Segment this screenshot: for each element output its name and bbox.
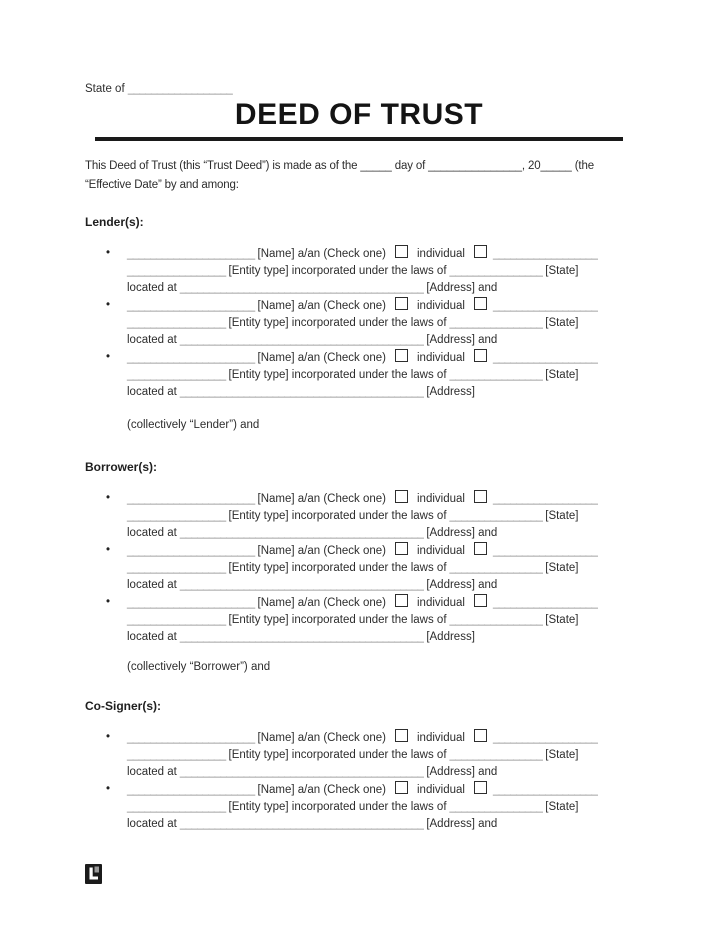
party-name-line	[127, 542, 633, 560]
borrower-party-item-2	[85, 542, 633, 594]
state-blank[interactable]: ________________	[449, 369, 543, 381]
entity-type-blank[interactable]: _________________	[127, 749, 226, 761]
party-name-blank[interactable]: ______________________	[127, 352, 255, 364]
cosigner-party-item-1	[85, 729, 633, 781]
address-blank[interactable]: __________________________________________	[179, 334, 424, 346]
party-name-line	[127, 297, 633, 315]
individual-checkbox[interactable]	[395, 349, 408, 362]
entity-checkbox[interactable]	[474, 490, 487, 503]
address-label: [Address] and	[426, 282, 498, 294]
entity-type-blank[interactable]: _________________	[127, 801, 226, 813]
bullet-marker: •	[106, 596, 111, 608]
bullet-marker: •	[106, 247, 111, 259]
entity-checkbox[interactable]	[474, 594, 487, 607]
address-label: [Address]	[426, 386, 475, 398]
legaltemplates-logo-icon	[85, 864, 102, 884]
party-name-blank[interactable]: ______________________	[127, 248, 255, 260]
name-check-one-label: [Name] a/an (Check one)	[257, 597, 386, 609]
bullet-marker: •	[106, 544, 111, 556]
entity-incorporated-label: [Entity type] incorporated under the laws of	[228, 749, 447, 761]
name-check-one-label: [Name] a/an (Check one)	[257, 545, 386, 557]
party-name-line	[127, 245, 633, 263]
individual-checkbox[interactable]	[395, 245, 408, 258]
state-label: [State]	[545, 614, 579, 626]
individual-label: individual	[417, 732, 465, 744]
party-name-line	[127, 490, 633, 508]
entity-name-blank[interactable]: __________________	[492, 248, 598, 260]
cosigner-section-heading: Co-Signer(s):	[85, 699, 161, 713]
state-label: [State]	[545, 749, 579, 761]
party-name-blank[interactable]: ______________________	[127, 732, 255, 744]
address-line	[127, 577, 633, 594]
address-label: [Address]	[426, 631, 475, 643]
state-of-blank[interactable]: __________________	[127, 83, 233, 95]
party-name-blank[interactable]: ______________________	[127, 300, 255, 312]
state-blank[interactable]: ________________	[449, 510, 543, 522]
entity-type-line	[127, 799, 633, 816]
entity-name-blank[interactable]: __________________	[492, 732, 598, 744]
state-label: [State]	[545, 317, 579, 329]
entity-incorporated-label: [Entity type] incorporated under the laws of	[228, 562, 447, 574]
individual-label: individual	[417, 352, 465, 364]
bullet-marker: •	[106, 351, 111, 363]
address-blank[interactable]: __________________________________________	[179, 282, 424, 294]
entity-name-blank[interactable]: __________________	[492, 597, 598, 609]
party-name-blank[interactable]: ______________________	[127, 784, 255, 796]
party-name-line	[127, 594, 633, 612]
entity-name-blank[interactable]: __________________	[492, 545, 598, 557]
individual-label: individual	[417, 493, 465, 505]
entity-type-line	[127, 315, 633, 332]
party-name-line	[127, 349, 633, 367]
address-label: [Address] and	[426, 334, 498, 346]
party-name-blank[interactable]: ______________________	[127, 597, 255, 609]
name-check-one-label: [Name] a/an (Check one)	[257, 300, 386, 312]
entity-type-blank[interactable]: _________________	[127, 369, 226, 381]
state-label: [State]	[545, 369, 579, 381]
address-line	[127, 280, 633, 297]
party-name-line	[127, 729, 633, 747]
document-content	[85, 0, 633, 833]
title-rule	[95, 137, 623, 141]
located-at-label: located at	[127, 334, 177, 346]
party-name-blank[interactable]: ______________________	[127, 545, 255, 557]
entity-checkbox[interactable]	[474, 245, 487, 258]
address-label: [Address] and	[426, 579, 498, 591]
state-label: [State]	[545, 801, 579, 813]
borrower-collective-label: (collectively “Borrower”) and	[127, 661, 271, 673]
address-line	[127, 332, 633, 349]
party-name-line	[127, 781, 633, 799]
name-check-one-label: [Name] a/an (Check one)	[257, 248, 386, 260]
borrower-list	[85, 490, 633, 646]
individual-checkbox[interactable]	[395, 781, 408, 794]
intro-line-1: This Deed of Trust (this “Trust Deed”) is made as of the _____ day of _______________, 20_____ (the	[85, 160, 594, 172]
individual-label: individual	[417, 597, 465, 609]
lender-party-item-3	[85, 349, 633, 401]
state-blank[interactable]: ________________	[449, 801, 543, 813]
address-line	[127, 816, 633, 833]
located-at-label: located at	[127, 766, 177, 778]
entity-name-blank[interactable]: __________________	[492, 784, 598, 796]
name-check-one-label: [Name] a/an (Check one)	[257, 493, 386, 505]
bullet-marker: •	[106, 492, 111, 504]
entity-type-blank[interactable]: _________________	[127, 614, 226, 626]
individual-checkbox[interactable]	[395, 729, 408, 742]
entity-type-blank[interactable]: _________________	[127, 562, 226, 574]
state-blank[interactable]: ________________	[449, 562, 543, 574]
individual-label: individual	[417, 784, 465, 796]
located-at-label: located at	[127, 631, 177, 643]
state-blank[interactable]: ________________	[449, 265, 543, 277]
entity-incorporated-label: [Entity type] incorporated under the laws of	[228, 265, 447, 277]
individual-checkbox[interactable]	[395, 542, 408, 555]
entity-type-blank[interactable]: _________________	[127, 317, 226, 329]
entity-type-blank[interactable]: _________________	[127, 510, 226, 522]
state-blank[interactable]: ________________	[449, 749, 543, 761]
individual-checkbox[interactable]	[395, 490, 408, 503]
entity-name-blank[interactable]: __________________	[492, 493, 598, 505]
entity-type-line	[127, 263, 633, 280]
entity-type-line	[127, 612, 633, 629]
borrower-section-heading: Borrower(s):	[85, 460, 158, 474]
located-at-label: located at	[127, 527, 177, 539]
entity-incorporated-label: [Entity type] incorporated under the laws of	[228, 317, 447, 329]
entity-checkbox[interactable]	[474, 297, 487, 310]
address-label: [Address] and	[426, 527, 498, 539]
address-line	[127, 764, 633, 781]
state-blank[interactable]: ________________	[449, 317, 543, 329]
individual-checkbox[interactable]	[395, 297, 408, 310]
entity-name-blank[interactable]: __________________	[492, 352, 598, 364]
state-blank[interactable]: ________________	[449, 614, 543, 626]
borrower-party-item-3	[85, 594, 633, 646]
entity-incorporated-label: [Entity type] incorporated under the laws of	[228, 614, 447, 626]
address-line	[127, 629, 633, 646]
address-blank[interactable]: __________________________________________	[179, 766, 424, 778]
entity-type-line	[127, 367, 633, 384]
intro-paragraph	[85, 157, 633, 195]
individual-label: individual	[417, 248, 465, 260]
address-blank[interactable]: __________________________________________	[179, 579, 424, 591]
state-label: [State]	[545, 510, 579, 522]
entity-incorporated-label: [Entity type] incorporated under the laws of	[228, 801, 447, 813]
document-title: DEED OF TRUST	[234, 98, 484, 131]
address-blank[interactable]: __________________________________________	[179, 527, 424, 539]
state-label: [State]	[545, 562, 579, 574]
lender-collective-label: (collectively “Lender”) and	[127, 419, 260, 431]
entity-incorporated-label: [Entity type] incorporated under the laws of	[228, 510, 447, 522]
individual-label: individual	[417, 545, 465, 557]
lender-list	[85, 245, 633, 401]
borrower-party-item-1	[85, 490, 633, 542]
address-blank[interactable]: __________________________________________	[179, 631, 424, 643]
lender-party-item-2	[85, 297, 633, 349]
entity-type-line	[127, 508, 633, 525]
cosigner-party-item-2	[85, 781, 633, 833]
address-line	[127, 525, 633, 542]
party-name-blank[interactable]: ______________________	[127, 493, 255, 505]
entity-type-line	[127, 747, 633, 764]
address-blank[interactable]: __________________________________________	[179, 386, 424, 398]
located-at-label: located at	[127, 282, 177, 294]
state-of-label: State of	[85, 83, 125, 95]
located-at-label: located at	[127, 386, 177, 398]
lender-section-heading: Lender(s):	[85, 215, 144, 229]
located-at-label: located at	[127, 818, 177, 830]
bullet-marker: •	[106, 783, 111, 795]
entity-name-blank[interactable]: __________________	[492, 300, 598, 312]
bullet-marker: •	[106, 731, 111, 743]
entity-type-line	[127, 560, 633, 577]
entity-checkbox[interactable]	[474, 542, 487, 555]
state-label: [State]	[545, 265, 579, 277]
intro-line-2: “Effective Date” by and among:	[85, 179, 239, 191]
address-line	[127, 384, 633, 401]
name-check-one-label: [Name] a/an (Check one)	[257, 732, 386, 744]
name-check-one-label: [Name] a/an (Check one)	[257, 784, 386, 796]
lender-party-item-1	[85, 245, 633, 297]
located-at-label: located at	[127, 579, 177, 591]
cosigner-list	[85, 729, 633, 833]
address-label: [Address] and	[426, 766, 498, 778]
address-label: [Address] and	[426, 818, 498, 830]
entity-checkbox[interactable]	[474, 781, 487, 794]
entity-incorporated-label: [Entity type] incorporated under the laws of	[228, 369, 447, 381]
entity-checkbox[interactable]	[474, 729, 487, 742]
entity-type-blank[interactable]: _________________	[127, 265, 226, 277]
address-blank[interactable]: __________________________________________	[179, 818, 424, 830]
name-check-one-label: [Name] a/an (Check one)	[257, 352, 386, 364]
bullet-marker: •	[106, 299, 111, 311]
entity-checkbox[interactable]	[474, 349, 487, 362]
individual-label: individual	[417, 300, 465, 312]
individual-checkbox[interactable]	[395, 594, 408, 607]
state-of-line	[85, 82, 633, 96]
